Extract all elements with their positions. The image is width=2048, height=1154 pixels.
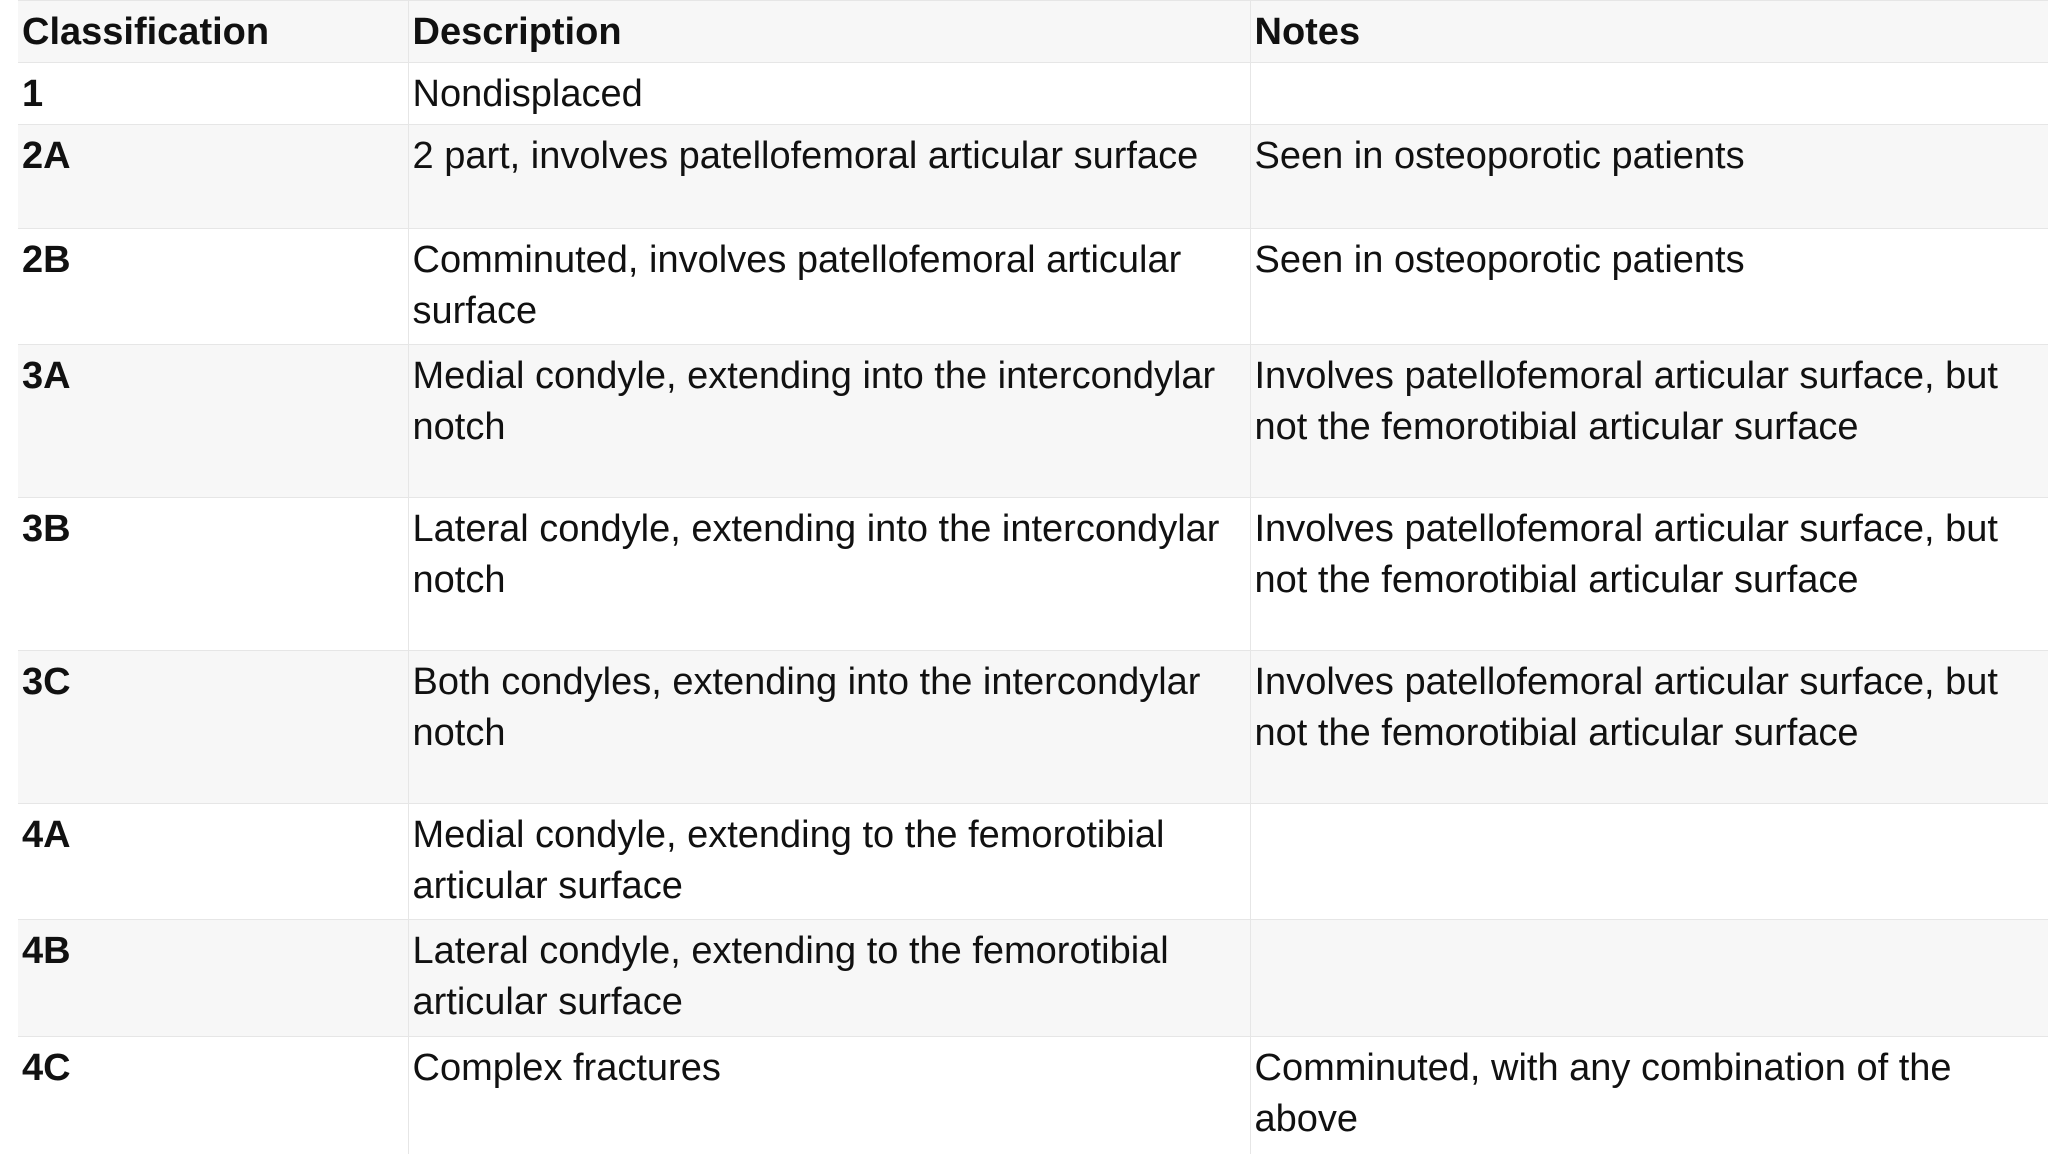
description-cell: Complex fractures xyxy=(408,1037,1250,1154)
notes-cell xyxy=(1250,804,2048,920)
classification-cell: 4A xyxy=(18,804,408,920)
table-row xyxy=(18,1037,2048,1154)
table-row xyxy=(18,804,2048,920)
table-header-row xyxy=(18,1,2048,63)
description-cell: Lateral condyle, extending into the intercondylar notch xyxy=(408,498,1250,651)
column-header-classification: Classification xyxy=(18,1,408,63)
description-cell: 2 part, involves patellofemoral articular surface xyxy=(408,125,1250,229)
description-cell: Nondisplaced xyxy=(408,63,1250,125)
description-cell: Both condyles, extending into the intercondylar notch xyxy=(408,651,1250,804)
table-row xyxy=(18,125,2048,229)
classification-cell: 2A xyxy=(18,125,408,229)
notes-cell xyxy=(1250,63,2048,125)
classification-cell: 1 xyxy=(18,63,408,125)
description-cell: Medial condyle, extending to the femorotibial articular surface xyxy=(408,804,1250,920)
table-row xyxy=(18,498,2048,651)
column-header-description: Description xyxy=(408,1,1250,63)
classification-table-container xyxy=(18,0,2048,1154)
classification-cell: 4C xyxy=(18,1037,408,1154)
description-cell: Lateral condyle, extending to the femorotibial articular surface xyxy=(408,920,1250,1037)
column-header-notes: Notes xyxy=(1250,1,2048,63)
classification-table xyxy=(18,0,2048,1154)
table-row xyxy=(18,229,2048,345)
notes-cell: Comminuted, with any combination of the above xyxy=(1250,1037,2048,1154)
classification-cell: 3C xyxy=(18,651,408,804)
classification-cell: 3B xyxy=(18,498,408,651)
notes-cell xyxy=(1250,920,2048,1037)
table-row xyxy=(18,920,2048,1037)
notes-cell: Involves patellofemoral articular surface, but not the femorotibial articular surface xyxy=(1250,345,2048,498)
notes-cell: Involves patellofemoral articular surface, but not the femorotibial articular surface xyxy=(1250,651,2048,804)
notes-cell: Involves patellofemoral articular surface, but not the femorotibial articular surface xyxy=(1250,498,2048,651)
description-cell: Medial condyle, extending into the intercondylar notch xyxy=(408,345,1250,498)
table-row xyxy=(18,63,2048,125)
description-cell: Comminuted, involves patellofemoral articular surface xyxy=(408,229,1250,345)
classification-cell: 3A xyxy=(18,345,408,498)
table-row xyxy=(18,345,2048,498)
classification-cell: 4B xyxy=(18,920,408,1037)
notes-cell: Seen in osteoporotic patients xyxy=(1250,229,2048,345)
table-row xyxy=(18,651,2048,804)
notes-cell: Seen in osteoporotic patients xyxy=(1250,125,2048,229)
classification-cell: 2B xyxy=(18,229,408,345)
